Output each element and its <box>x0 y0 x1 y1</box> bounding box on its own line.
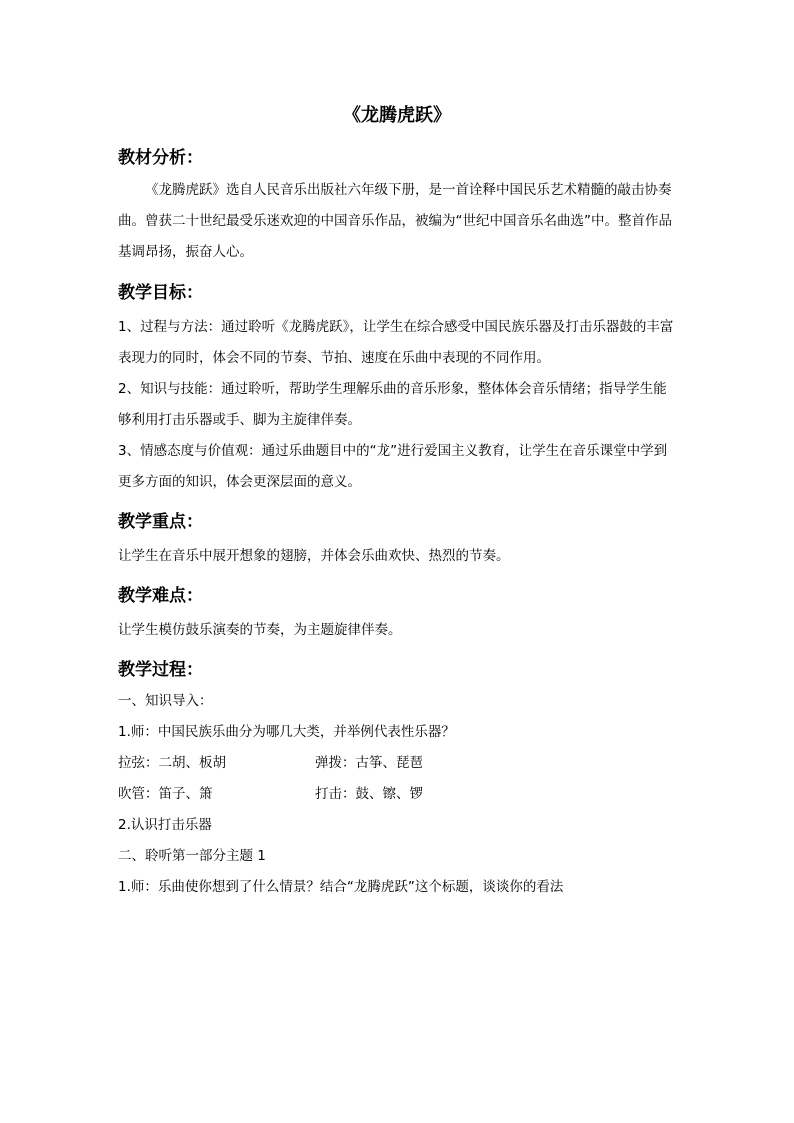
heading-analysis: 教材分析： <box>118 148 203 168</box>
difficulties-paragraph: 让学生模仿鼓乐演奏的节奏，为主题旋律伴奏。 <box>118 622 402 638</box>
process-step-1: 一、知识导入： <box>118 693 213 709</box>
analysis-paragraph: 《龙腾虎跃》选自人民音乐出版社六年级下册，是一首诠释中国民乐艺术精髓的敲击协奏曲。曾获二十世纪最受乐迷欢迎的中国音乐作品，被编为“世纪中国音乐名曲选”中。整首作品基调昂扬，振奋人心。 <box>118 182 672 260</box>
key-points-paragraph: 让学生在音乐中展开想象的翅膀，并体会乐曲欢快、热烈的节奏。 <box>118 548 510 564</box>
instrument-row <box>118 748 678 779</box>
document-title: 《龙腾虎跃》 <box>343 105 451 126</box>
process-step-2: 二、聆听第一部分主题 1 <box>118 848 266 864</box>
goal-item-1: 1、过程与方法：通过聆听《龙腾虎跃》，让学生在综合感受中国民族乐器及打击乐器鼓的丰富表现力的同时，体会不同的节奏、节拍、速度在乐曲中表现的不同作用。 <box>118 319 674 366</box>
heading-key-points: 教学重点： <box>118 512 203 532</box>
instrument-category: 打击：鼓、镲、锣 <box>315 786 423 802</box>
heading-difficulties: 教学难点： <box>118 586 203 606</box>
instrument-row <box>118 779 678 810</box>
document-body <box>118 146 678 903</box>
goal-item-2: 2、知识与技能：通过聆听，帮助学生理解乐曲的音乐形象，整体体会音乐情绪；指导学生能够利用打击乐器或手、脚为主旋律伴奏。 <box>118 381 667 428</box>
heading-process: 教学过程： <box>118 660 203 680</box>
process-question-3: 1.师：乐曲使你想到了什么情景？结合“龙腾虎跃”这个标题，谈谈你的看法 <box>118 879 564 895</box>
goal-item-3: 3、情感态度与价值观：通过乐曲题目中的“龙”进行爱国主义教育，让学生在音乐课堂中学到更多方面的知识，体会更深层面的意义。 <box>118 443 668 490</box>
process-question-2: 2.认识打击乐器 <box>118 817 212 833</box>
instrument-category: 吹管：笛子、箫 <box>118 786 213 802</box>
instrument-category: 弹拨：古筝、琵琶 <box>315 755 423 771</box>
instrument-category: 拉弦：二胡、板胡 <box>118 755 226 771</box>
process-question-1: 1.师：中国民族乐曲分为哪几大类，并举例代表性乐器？ <box>118 724 455 740</box>
heading-goals: 教学目标： <box>118 283 203 303</box>
